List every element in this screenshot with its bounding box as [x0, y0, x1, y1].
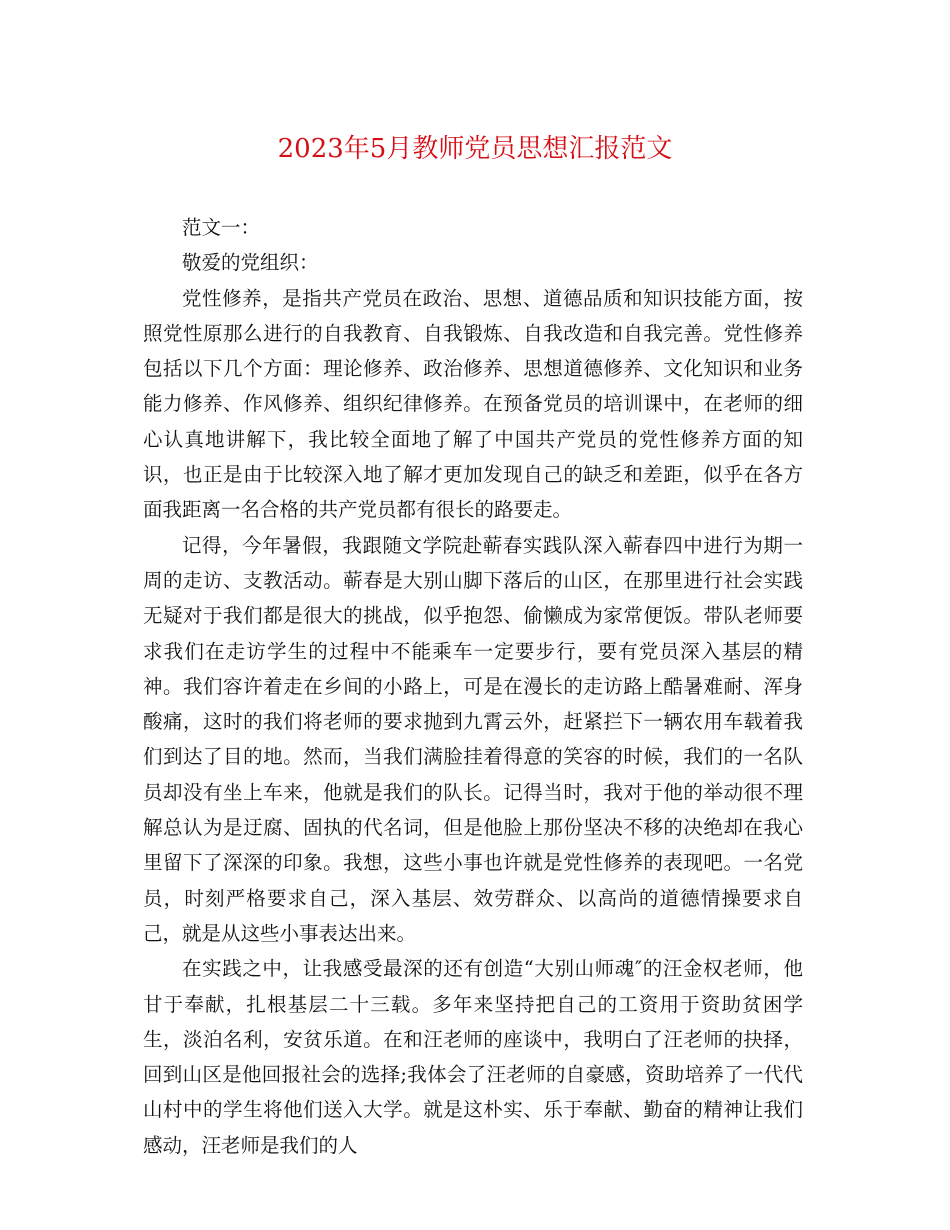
document-body	[143, 210, 803, 1163]
paragraph: 记得，今年暑假，我跟随文学院赴蕲春实践队深入蕲春四中进行为期一周的走访、支教活动。蕲春是大别山脚下落后的山区，在那里进行社会实践无疑对于我们都是很大的挑战，似乎抱怨、偷懒成为家常便饭。带队老师要求我们在走访学生的过程中不能乘车一定要步行，要有党员深入基层的精神。我们容许着走在乡间的小路上，可是在漫长的走访路上酷暑难耐、浑身酸痛，这时的我们将老师的要求抛到九霄云外，赶紧拦下一辆农用车载着我们到达了目的地。然而，当我们满脸挂着得意的笑容的时候，我们的一名队员却没有坐上车来，他就是我们的队长。记得当时，我对于他的举动很不理解总认为是迂腐、固执的代名词，但是他脸上那份坚决不移的决绝却在我心里留下了深深的印象。我想，这些小事也许就是党性修养的表现吧。一名党员，时刻严格要求自己，深入基层、效劳群众、以高尚的道德情操要求自己，就是从这些小事表达出来。	[143, 533, 803, 945]
document-title: 2023年5月教师党员思想汇报范文	[277, 134, 673, 164]
paragraph: 党性修养，是指共产党员在政治、思想、道德品质和知识技能方面，按照党性原那么进行的自我教育、自我锻炼、自我改造和自我完善。党性修养包括以下几个方面：理论修养、政治修养、思想道德修养、文化知识和业务能力修养、作风修养、组织纪律修养。在预备党员的培训课中，在老师的细心认真地讲解下，我比较全面地了解了中国共产党员的党性修养方面的知识，也正是由于比较深入地了解才更加发现自己的缺乏和差距，似乎在各方面我距离一名合格的共产党员都有很长的路要走。	[143, 286, 803, 522]
paragraph: 在实践之中，让我感受最深的还有创造“大别山师魂″的汪金权老师，他甘于奉献，扎根基层二十三载。多年来坚持把自己的工资用于资助贫困学生，淡泊名利，安贫乐道。在和汪老师的座谈中，我明白了汪老师的抉择，回到山区是他回报社会的选择;我体会了汪老师的自豪感，资助培养了一代代山村中的学生将他们送入大学。就是这朴实、乐于奉献、勤奋的精神让我们感动，汪老师是我们的人	[143, 957, 803, 1157]
paragraph-heading: 范文一：	[182, 216, 261, 239]
paragraph-salutation: 敬爱的党组织：	[182, 251, 319, 275]
